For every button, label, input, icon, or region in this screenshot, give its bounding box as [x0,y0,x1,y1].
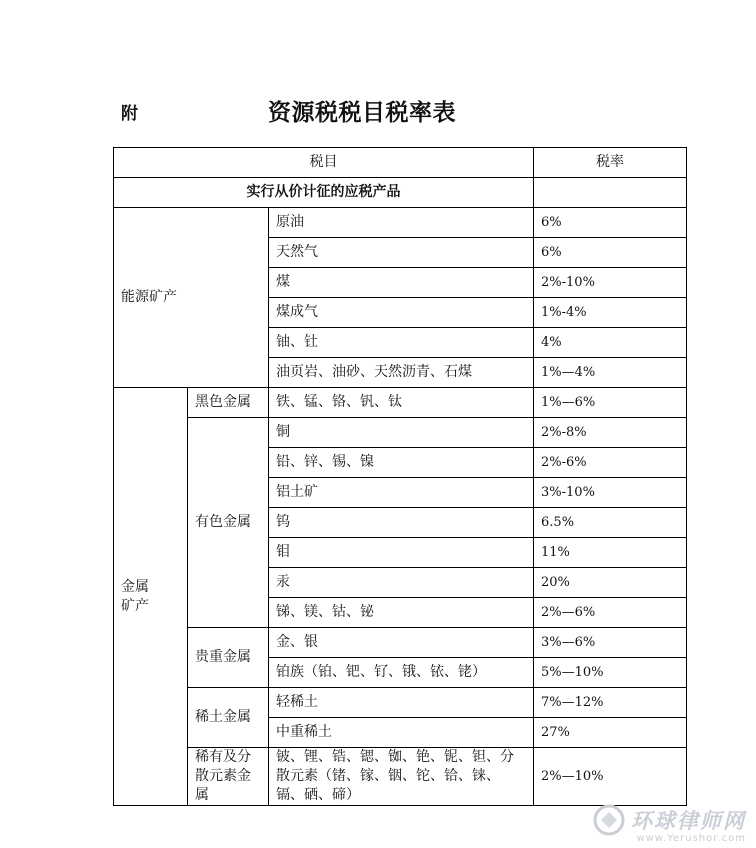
rate-cell: 4% [534,328,687,358]
table-row [114,388,687,418]
item-cell: 铀、钍 [269,328,534,358]
subcategory-nonferrous: 有色金属 [188,418,269,628]
rate-cell: 6% [534,238,687,268]
header-tax-item: 税目 [114,148,534,178]
watermark-url: www.Yerushor.com [636,833,746,844]
item-cell: 钼 [269,538,534,568]
item-cell: 轻稀土 [269,688,534,718]
item-cell: 锑、镁、钴、铋 [269,598,534,628]
section-ad-valorem: 实行从价计征的应税产品 [114,178,534,208]
header-tax-rate: 税率 [534,148,687,178]
rate-cell: 2%-6% [534,448,687,478]
watermark [592,803,746,844]
rate-cell: 20% [534,568,687,598]
table-row [114,748,687,806]
item-cell: 铅、锌、锡、镍 [269,448,534,478]
item-cell: 铝土矿 [269,478,534,508]
rate-cell: 3%-10% [534,478,687,508]
item-cell: 汞 [269,568,534,598]
item-cell: 中重稀土 [269,718,534,748]
item-cell: 钨 [269,508,534,538]
rate-cell: 1%—4% [534,358,687,388]
category-metal: 金属 矿产 [114,388,188,806]
rate-cell: 1%-4% [534,298,687,328]
rate-cell: 5%—10% [534,658,687,688]
item-cell: 铍、锂、锆、锶、铷、铯、铌、钽、分散元素（锗、镓、铟、铊、铪、铼、镉、硒、碲） [269,748,534,806]
table-row [114,208,687,238]
rate-cell: 27% [534,718,687,748]
rate-cell: 2%—6% [534,598,687,628]
item-cell: 煤成气 [269,298,534,328]
item-cell: 油页岩、油砂、天然沥青、石煤 [269,358,534,388]
subcategory-precious: 贵重金属 [188,628,269,688]
section-row [114,178,687,208]
item-cell: 原油 [269,208,534,238]
table-row [114,688,687,718]
tax-rate-table [113,147,687,806]
rate-cell: 2%—10% [534,748,687,806]
rate-cell: 11% [534,538,687,568]
item-cell: 铁、锰、铬、钒、钛 [269,388,534,418]
table-header-row [114,148,687,178]
category-energy: 能源矿产 [114,208,269,388]
rate-cell: 6% [534,208,687,238]
rate-cell: 6.5% [534,508,687,538]
watermark-name: 环球律师网 [631,809,746,833]
page-title: 资源税税目税率表 [268,100,456,126]
table-row [114,628,687,658]
item-cell: 铂族（铂、钯、钌、锇、铱、铑） [269,658,534,688]
watermark-logo-icon [592,803,626,837]
annex-label: 附 [121,104,138,124]
rate-cell: 1%—6% [534,388,687,418]
item-cell: 铜 [269,418,534,448]
subcategory-rare-earth: 稀土金属 [188,688,269,748]
section-rate-empty [534,178,687,208]
rate-cell: 2%-8% [534,418,687,448]
subcategory-rare-scattered: 稀有及分散元素金属 [188,748,269,806]
item-cell: 煤 [269,268,534,298]
item-cell: 金、银 [269,628,534,658]
rate-cell: 7%—12% [534,688,687,718]
rate-cell: 3%—6% [534,628,687,658]
subcategory-ferrous: 黑色金属 [188,388,269,418]
item-cell: 天然气 [269,238,534,268]
table-row [114,418,687,448]
rate-cell: 2%-10% [534,268,687,298]
